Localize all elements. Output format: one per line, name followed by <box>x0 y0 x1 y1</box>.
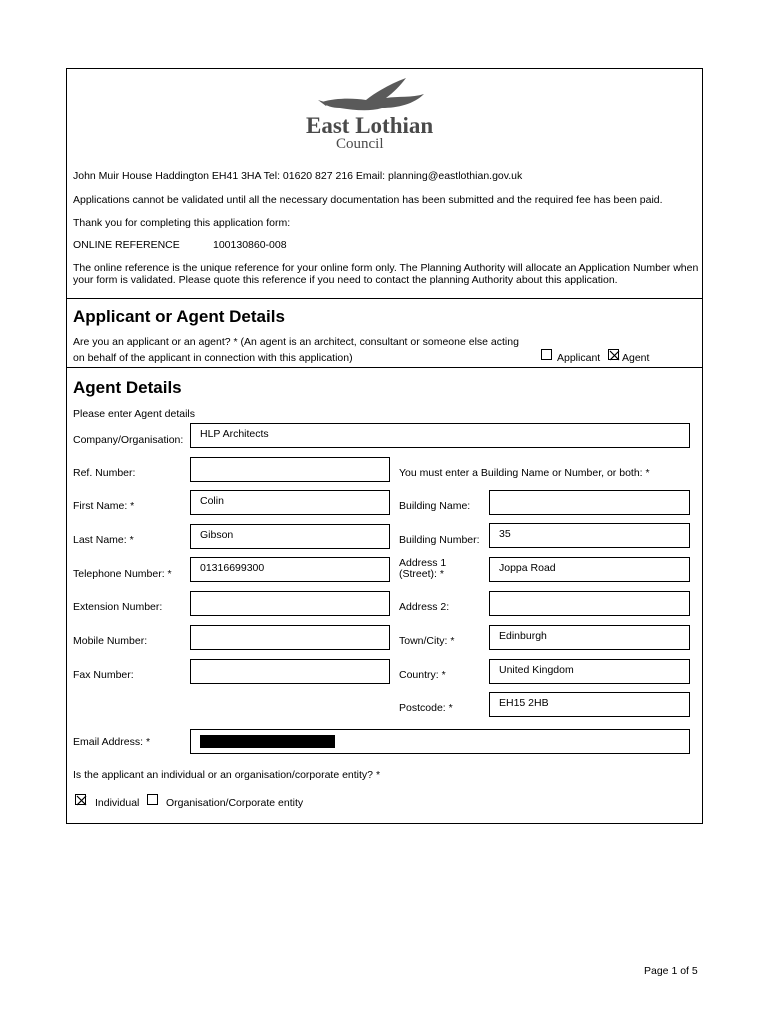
entity-question: Is the applicant an individual or an organisation/corporate entity? * <box>73 769 381 781</box>
first-name-field[interactable]: Colin <box>190 490 390 515</box>
extension-label: Extension Number: <box>73 601 163 613</box>
validation-notice: Applications cannot be validated until all the necessary documentation has been submitted and the required fee has been paid. <box>73 194 663 206</box>
applicant-option-label: Applicant <box>557 352 601 364</box>
address-line: John Muir House Haddington EH41 3HA Tel: 01620 827 216 Email: planning@eastlothian.gov.uk <box>73 170 523 182</box>
email-field[interactable] <box>190 729 690 754</box>
redacted-email-block <box>200 735 335 748</box>
building-name-label: Building Name: <box>399 500 471 512</box>
reference-note: The online reference is the unique reference for your online form only. The Planning Authority will allocate an Application Number when your form is validated. Please quote this reference if you need to contact the planning Authority about this application. <box>73 262 699 286</box>
check-x-icon <box>609 350 620 361</box>
address1-label-line1: Address 1 <box>399 557 447 569</box>
applicant-agent-question-2: on behalf of the applicant in connection with this application) <box>73 352 353 364</box>
individual-checkbox[interactable] <box>75 794 86 805</box>
applicant-agent-question-1: Are you an applicant or an agent? * (An agent is an architect, consultant or someone else acting <box>73 336 519 348</box>
thanks-text: Thank you for completing this application form: <box>73 217 291 229</box>
extension-field[interactable] <box>190 591 390 616</box>
building-note: You must enter a Building Name or Number, or both: * <box>399 467 650 479</box>
company-field[interactable]: HLP Architects <box>190 423 690 448</box>
country-label: Country: * <box>399 669 446 681</box>
company-label: Company/Organisation: <box>73 434 184 446</box>
eagle-logo-icon <box>318 76 428 116</box>
logo-title: East Lothian <box>306 113 434 138</box>
building-number-label: Building Number: <box>399 534 480 546</box>
section-divider <box>66 367 703 368</box>
page-number: Page 1 of 5 <box>644 965 698 977</box>
fax-label: Fax Number: <box>73 669 134 681</box>
ref-number-label: Ref. Number: <box>73 467 136 479</box>
telephone-field[interactable]: 01316699300 <box>190 557 390 582</box>
mobile-label: Mobile Number: <box>73 635 148 647</box>
online-reference-value: 100130860-008 <box>213 239 287 251</box>
organisation-checkbox[interactable] <box>147 794 158 805</box>
fax-field[interactable] <box>190 659 390 684</box>
building-name-field[interactable] <box>489 490 690 515</box>
agent-option-label: Agent <box>622 352 650 364</box>
section-title-applicant-agent: Applicant or Agent Details <box>73 307 285 326</box>
postcode-field[interactable]: EH15 2HB <box>489 692 690 717</box>
agent-checkbox[interactable] <box>608 349 619 360</box>
ref-number-field[interactable] <box>190 457 390 482</box>
first-name-label: First Name: * <box>73 500 135 512</box>
country-field[interactable]: United Kingdom <box>489 659 690 684</box>
town-label: Town/City: * <box>399 635 455 647</box>
mobile-field[interactable] <box>190 625 390 650</box>
address2-field[interactable] <box>489 591 690 616</box>
telephone-label: Telephone Number: * <box>73 568 172 580</box>
last-name-label: Last Name: * <box>73 534 134 546</box>
email-label: Email Address: * <box>73 736 151 748</box>
individual-option-label: Individual <box>95 797 140 809</box>
agent-details-intro: Please enter Agent details <box>73 408 196 420</box>
address2-label: Address 2: <box>399 601 450 613</box>
applicant-checkbox[interactable] <box>541 349 552 360</box>
postcode-label: Postcode: * <box>399 702 453 714</box>
online-reference-label: ONLINE REFERENCE <box>73 239 180 251</box>
address1-field[interactable]: Joppa Road <box>489 557 690 582</box>
section-divider <box>66 298 703 299</box>
logo-subtitle: Council <box>336 136 384 152</box>
organisation-option-label: Organisation/Corporate entity <box>166 797 304 809</box>
check-x-icon <box>76 795 87 806</box>
address1-label-line2: (Street): * <box>399 568 444 580</box>
last-name-field[interactable]: Gibson <box>190 524 390 549</box>
town-field[interactable]: Edinburgh <box>489 625 690 650</box>
section-title-agent-details: Agent Details <box>73 378 182 397</box>
building-number-field[interactable]: 35 <box>489 523 690 548</box>
